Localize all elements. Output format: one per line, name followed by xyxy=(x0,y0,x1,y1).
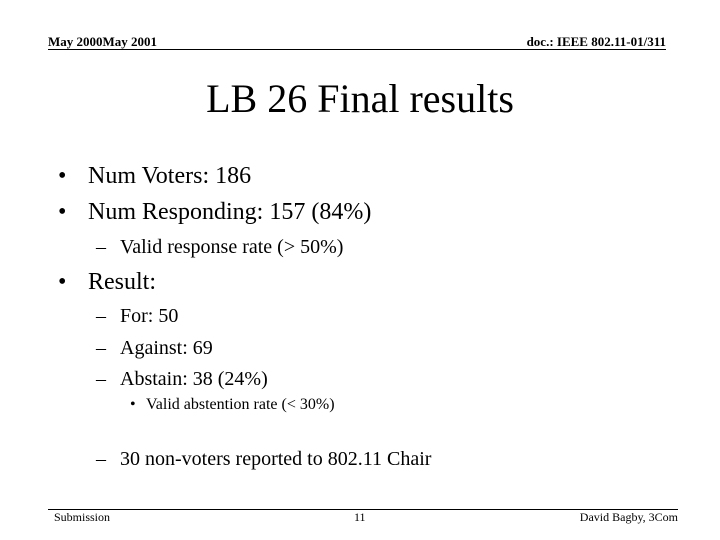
header-doc-id: doc.: IEEE 802.11-01/311 xyxy=(526,34,666,49)
header-date: May 2000May 2001 xyxy=(48,34,158,49)
dash-marker: – xyxy=(96,368,106,390)
bullet-marker: • xyxy=(58,269,67,295)
bullet-text: Result: xyxy=(88,269,157,295)
bullet-text: Against: 69 xyxy=(120,337,213,359)
bullet-text: Valid abstention rate (< 30%) xyxy=(146,396,335,413)
footer-author: David Bagby, 3Com xyxy=(579,510,678,524)
footer-submission: Submission xyxy=(54,510,111,524)
dash-marker: – xyxy=(96,337,106,359)
bullet-text: For: 50 xyxy=(120,305,179,327)
bullet-marker: • xyxy=(58,199,67,225)
dash-marker: – xyxy=(96,236,106,258)
bullet-marker: • xyxy=(58,163,67,189)
dash-marker: – xyxy=(96,448,106,470)
header-rule xyxy=(48,49,666,50)
dash-marker: – xyxy=(96,305,106,327)
bullet-marker: • xyxy=(130,396,136,413)
footer-page-number: 11 xyxy=(354,510,366,524)
slide-title: LB 26 Final results xyxy=(206,76,514,121)
bullet-text: 30 non-voters reported to 802.11 Chair xyxy=(120,448,432,470)
bullet-text: Abstain: 38 (24%) xyxy=(120,368,268,390)
bullet-text: Num Voters: 186 xyxy=(88,163,252,189)
bullet-text: Num Responding: 157 (84%) xyxy=(88,199,372,225)
bullet-text: Valid response rate (> 50%) xyxy=(120,236,344,258)
